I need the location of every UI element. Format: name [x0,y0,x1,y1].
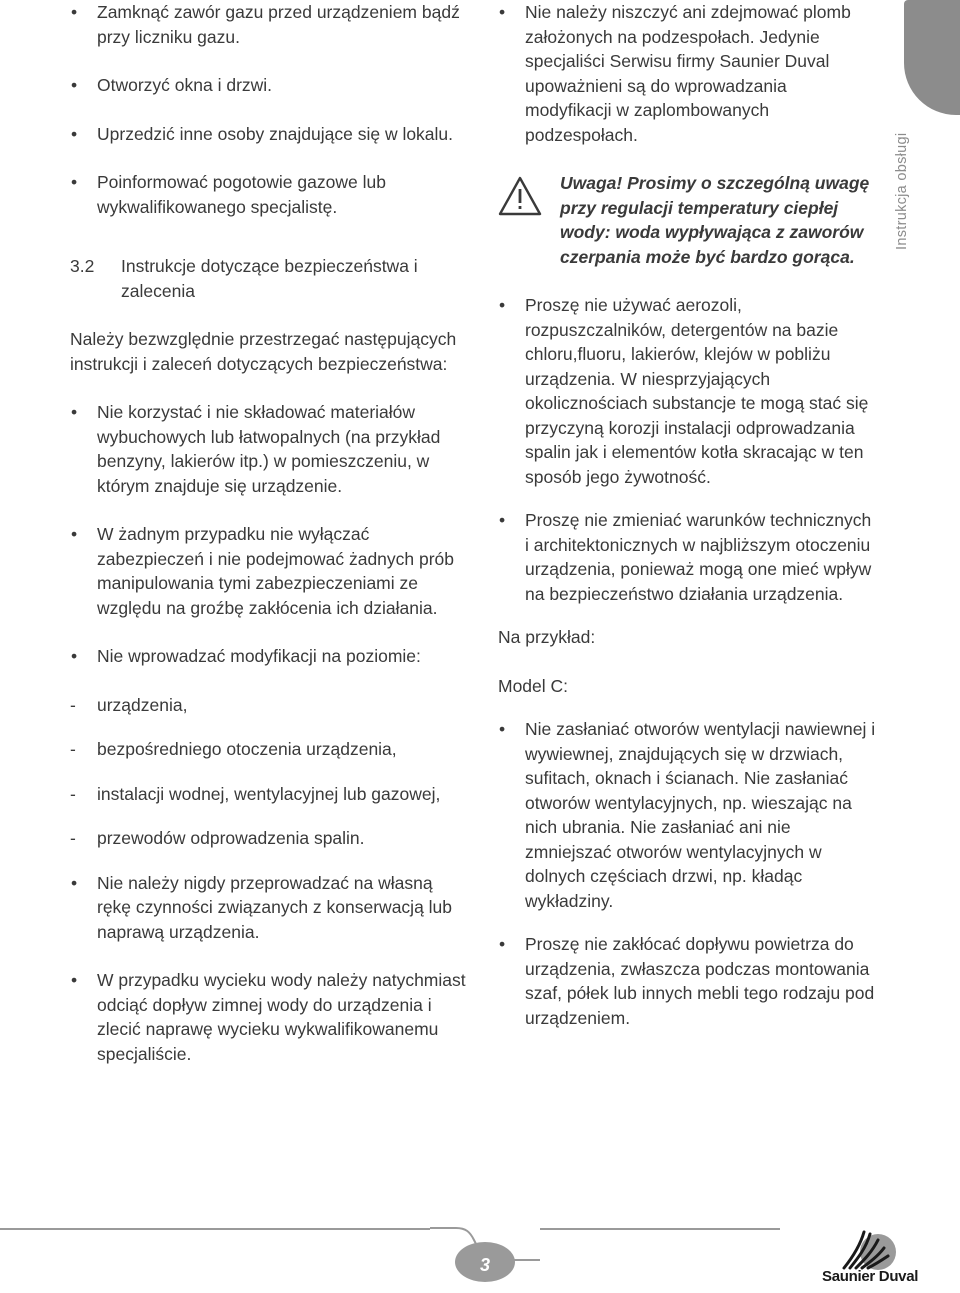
list-item: - bezpośredniego otoczenia urządzenia, [70,737,470,762]
list-item: • Nie wprowadzać modyfikacji na poziomie: [70,644,470,669]
right-column [498,0,878,1030]
warning-text: Uwaga! Prosimy o szczególną uwagę przy regulacji temperatury ciepłej wody: woda wypływająca z zaworów czerpania może być bardzo gorąca. [560,173,870,267]
list-item: • Nie należy nigdy przeprowadzać na własną rękę czynności związanych z konserwacją lub naprawą urządzenia. [70,871,470,945]
footer-rule-left [0,1228,430,1230]
model-label: Model C: [498,675,569,696]
modification-list [70,693,470,851]
side-tab-label: Instrukcja obsługi [894,132,910,250]
list-item: • Proszę nie zmieniać warunków technicznych i architektonicznych w najbliższym otoczeniu urządzenia, ponieważ mogą one mieć wpływ na bezpieczeństwo działania urządzenia. [498,508,878,606]
seal-list [498,0,878,147]
list-item: • W żadnym przypadku nie wyłączać zabezpieczeń i nie podejmować żadnych prób manipulowania tymi zabezpieczeniami ze względu na groźbę zakłócenia ich działania. [70,522,470,620]
list-item: • Nie zasłaniać otworów wentylacji nawiewnej i wywiewnej, znajdujących się w drzwiach, sufitach, oknach i ścianach. Nie zasłaniać otworów wentylacyjnych, np. wieszając na nich ubrania. Nie zasłaniać ani nie zmniejszać otworów wentylacyjnych w dolnych częściach drzwi, np. kładąc wykładziny. [498,717,878,913]
ventilation-list [498,717,878,1030]
list-item: • Nie należy niszczyć ani zdejmować plomb założonych na podzespołach. Jedynie specjaliści Serwisu firmy Saunier Duval upoważnieni są do wprowadzania modyfikacji w zaplombowanych podzespołach. [498,0,878,147]
warning-note [498,171,878,269]
list-item: • Proszę nie zakłócać dopływu powietrza do urządzenia, zwłaszcza podczas montowania szaf, półek lub innych mebli tego rodzaju pod urządzeniem. [498,932,878,1030]
section-title: Instrukcje dotyczące bezpieczeństwa i zalecenia [121,256,418,301]
emergency-steps-list [70,0,470,219]
list-item: • Uprzedzić inne osoby znajdujące się w lokalu. [70,122,470,147]
list-item: • Poinformować pogotowie gazowe lub wykwalifikowanego specjalistę. [70,170,470,219]
maintenance-list [70,871,470,1067]
list-item: - przewodów odprowadzenia spalin. [70,826,470,851]
example-label: Na przykład: [498,627,596,647]
brand-name: Saunier Duval [822,1268,919,1285]
list-item: - instalacji wodnej, wentylacyjnej lub gazowej, [70,782,470,807]
list-item: • W przypadku wycieku wody należy natychmiast odciąć dopływ zimnej wody do urządzenia i zlecić naprawę wycieku wykwalifikowanemu specjaliście. [70,968,470,1066]
safety-list [70,400,470,669]
warning-icon [498,176,542,216]
page-number: 3 [479,1255,490,1275]
list-item: • Proszę nie używać aerozoli, rozpuszczalników, detergentów na bazie chloru,fluoru, lakierów, klejów w pobliżu urządzenia. W niesprzyjających okolicznościach substancje te mogą stać się przyczyną korozji instalacji odprowadzania spalin jak i elementów kotła skracając w ten sposób jego żywotność. [498,293,878,489]
list-item: • Zamknąć zawór gazu przed urządzeniem bądź przy liczniku gazu. [70,0,470,49]
intro-paragraph: Należy bezwzględnie przestrzegać następujących instrukcji i zaleceń dotyczących bezpieczeństwa: [70,329,457,374]
list-item: • Otworzyć okna i drzwi. [70,73,470,98]
list-item: - urządzenia, [70,693,470,718]
list-item: • Nie korzystać i nie składować materiałów wybuchowych lub łatwopalnych (na przykład benzyny, lakierów itp.) w pomieszczeniu, w którym znajduje się urządzenie. [70,400,470,498]
section-heading [70,254,470,303]
section-number: 3.2 [70,256,95,276]
footer-rule-right [540,1228,780,1230]
brand-logo-icon [838,1228,900,1272]
left-column [70,0,470,1066]
chemicals-list [498,293,878,606]
